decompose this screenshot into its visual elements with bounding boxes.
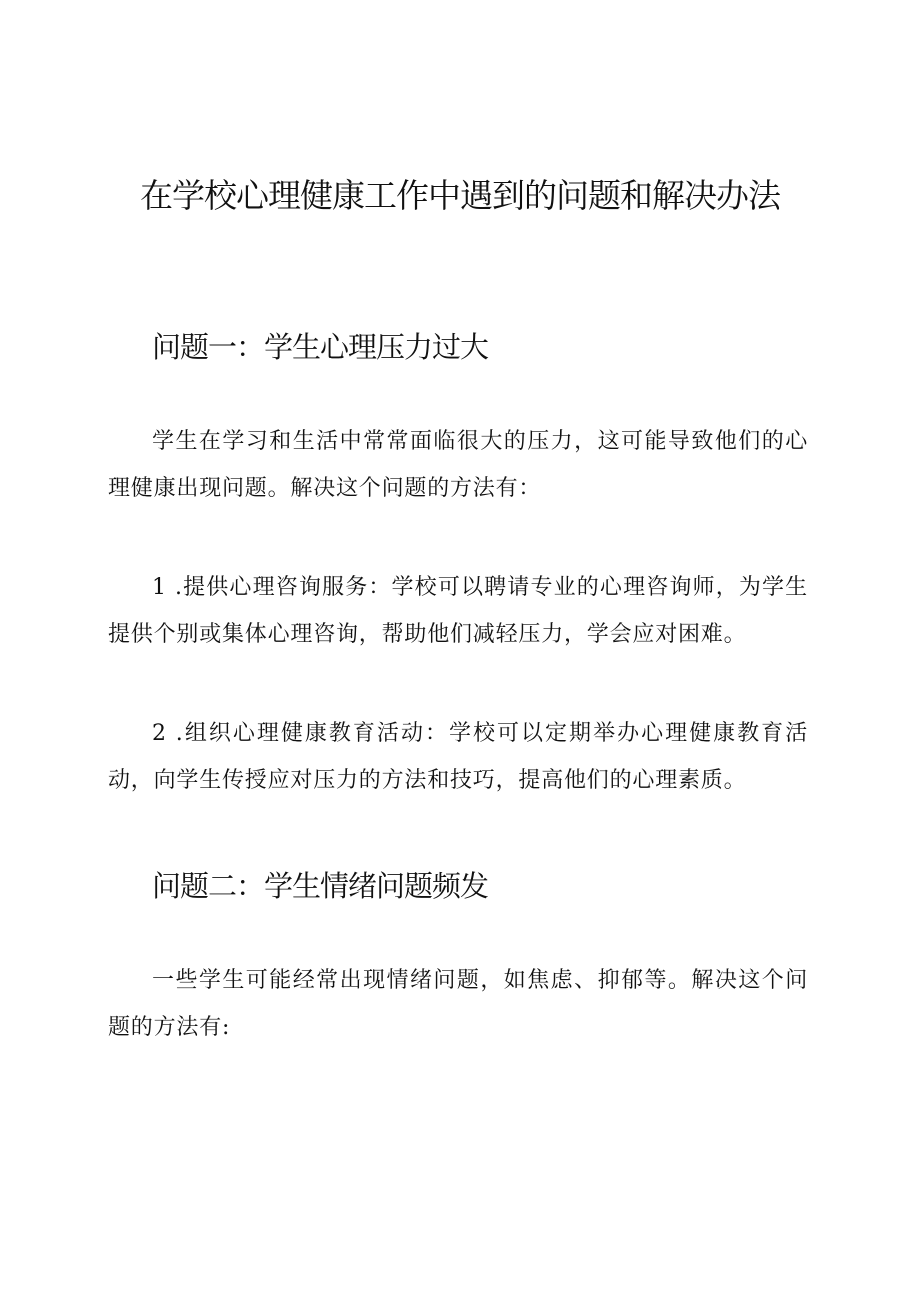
- document-title: 在学校心理健康工作中遇到的问题和解决办法: [140, 176, 780, 215]
- section-1-intro-paragraph: 学生在学习和生活中常常面临很大的压力，这可能导致他们的心理健康出现问题。解决这个问题的方法有：: [108, 429, 808, 501]
- section-1-solution-1: 1 .提供心理咨询服务：学校可以聘请专业的心理咨询师，为学生提供个别或集体心理咨询，帮助他们减轻压力，学会应对困难。: [108, 575, 808, 647]
- section-2-intro-paragraph: 一些学生可能经常出现情绪问题，如焦虑、抑郁等。解决这个问题的方法有:: [108, 968, 808, 1040]
- section-heading-1: 问题一：学生心理压力过大: [152, 330, 489, 364]
- section-heading-2: 问题二：学生情绪问题频发: [152, 869, 489, 903]
- section-1-solution-2: 2 .组织心理健康教育活动：学校可以定期举办心理健康教育活动，向学生传授应对压力的方法和技巧，提高他们的心理素质。: [108, 721, 808, 793]
